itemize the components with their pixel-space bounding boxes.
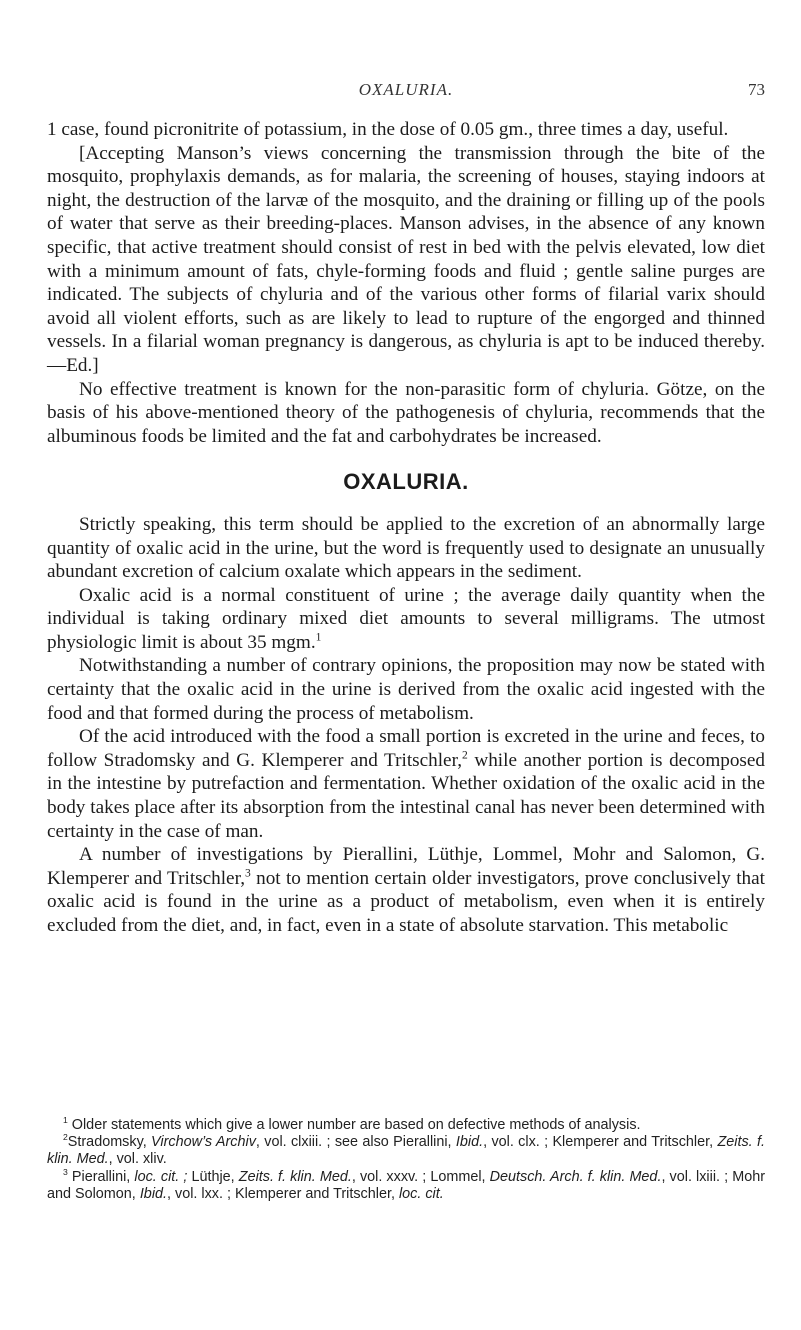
footnote-citation: Ibid. [455,1134,484,1151]
paragraph: 1 case, found picronitrite of potassium, in the dose of 0.05 gm., three times a day, useful. [47,119,729,140]
footnote-text: , vol. clxiii. ; see also Pierallini, [255,1134,456,1151]
page-number: 73 [748,80,765,99]
running-title: OXALURIA. [358,80,454,99]
footnote-text: , vol. clx. ; Klemperer and Tritschler, [483,1134,718,1151]
section-heading: OXALURIA. [343,469,469,495]
paragraph-text: A number of investigations by Pierallini, Lüthje, Lommel, Mohr and Salomon, G. Klemperer and Tritschler, [47,844,765,889]
paragraph: Notwithstanding a number of contrary opinions, the proposition may now be stated with certainty that the oxalic acid in the urine is derived from the oxalic acid ingested with the food and that formed during the process of metabolism. [47,655,765,724]
paragraph-text: while another portion is decomposed in the intestine by putrefaction and fermentation. Whether oxidation of the oxalic acid in the body takes place after its absorption from the intestinal canal has never been determined with certainty in the case of man. [47,749,766,842]
paragraph [47,725,765,843]
footnote-mark: 1 [63,1115,68,1126]
paragraph: No effective treatment is known for the non-parasitic form of chyluria. Götze, on the basis of his above-mentioned theory of the pathogenesis of chyluria, recommends that the albuminous foods be limited and the fat and carbohydrates be increased. [47,378,765,447]
footnote-3 [47,1166,766,1203]
footnote-mark: 3 [63,1166,68,1177]
footnote-citation: Ibid. [139,1185,168,1202]
running-head [47,80,765,104]
body-text [47,118,765,938]
footnote-1 [47,1117,765,1134]
footnote-ref: 1 [315,631,322,644]
footnote-text: , vol. lxx. ; Klemperer and Tritschler, [167,1185,399,1202]
footnote-text: , vol. lxiii. ; Mohr and Solomon, [47,1168,766,1202]
paragraph: Strictly speaking, this term should be applied to the excretion of an abnormally large quantity of oxalic acid in the urine, but the word is frequently used to designate an unusually abundant excretion of calcium oxalate which appears in the sediment. [47,513,765,583]
paragraph [47,584,765,655]
paragraph [47,843,765,937]
footnote-citation: Zeits. f. klin. Med. [238,1168,352,1185]
footnote-mark: 2 [63,1132,68,1143]
footnote-ref: 2 [462,749,468,762]
paragraph-text: not to mention certain older investigators, prove conclusively that oxalic acid is found in the urine as a product of metabolism, even when it is entirely excluded from the diet, and, in fact, even in a state of absolute starvation. This metabolic [47,867,765,936]
footnote-text: , vol. xxxv. ; Lommel, [351,1168,490,1185]
footnote-citation: loc. cit. ; [134,1168,188,1185]
footnotes [47,1117,765,1203]
footnote-citation: Zeits. f. klin. Med. [47,1134,765,1168]
paragraph-text: Of the acid introduced with the food a small portion is excreted in the urine and feces, to follow Stradomsky and G. Klemperer and Tritschler, [47,726,765,771]
footnote-citation: Virchow’s Archiv [151,1134,256,1151]
footnote-text: Lüthje, [187,1168,239,1185]
footnote-text: Older statements which give a lower number are based on defective methods of analysis. [67,1117,641,1133]
footnote-citation: Deutsch. Arch. f. klin. Med. [489,1168,662,1185]
footnote-text: Stradomsky, [67,1134,152,1151]
paragraph-editor-note: [Accepting Manson’s views concerning the transmission through the bite of the mosquito, prophylaxis demands, as for malaria, the screening of houses, staying indoors at night, the destruction of the larvæ of the mosquito, and the draining or filling up of the pools of water that serve as their breeding-places. Manson advises, in the absence of any known specific, that active treatment should consist of rest in bed with the pelvis elevated, low diet with a minimum amount of fats, chyle-forming foods and fluid ; gentle saline purges are indicated. The subjects of chyluria and of the various other forms of filarial varix should avoid all violent efforts, such as are likely to lead to rupture of the engorged and thinned vessels. In a filarial woman pregnancy is dangerous, as chyluria is apt to be induced thereby.—Ed.] [47,142,765,376]
paragraph-text: Oxalic acid is a normal constituent of urine ; the average daily quantity when the individual is taking ordinary mixed diet amounts to several milligrams. The utmost physiologic limit is about 35 mgm. [47,584,765,653]
footnote-2 [47,1134,765,1168]
footnote-text: Pierallini, [67,1168,135,1185]
footnote-ref: 3 [245,867,251,880]
footnote-text: , vol. xliv. [108,1151,167,1168]
footnote-citation: loc. cit. [398,1185,444,1202]
